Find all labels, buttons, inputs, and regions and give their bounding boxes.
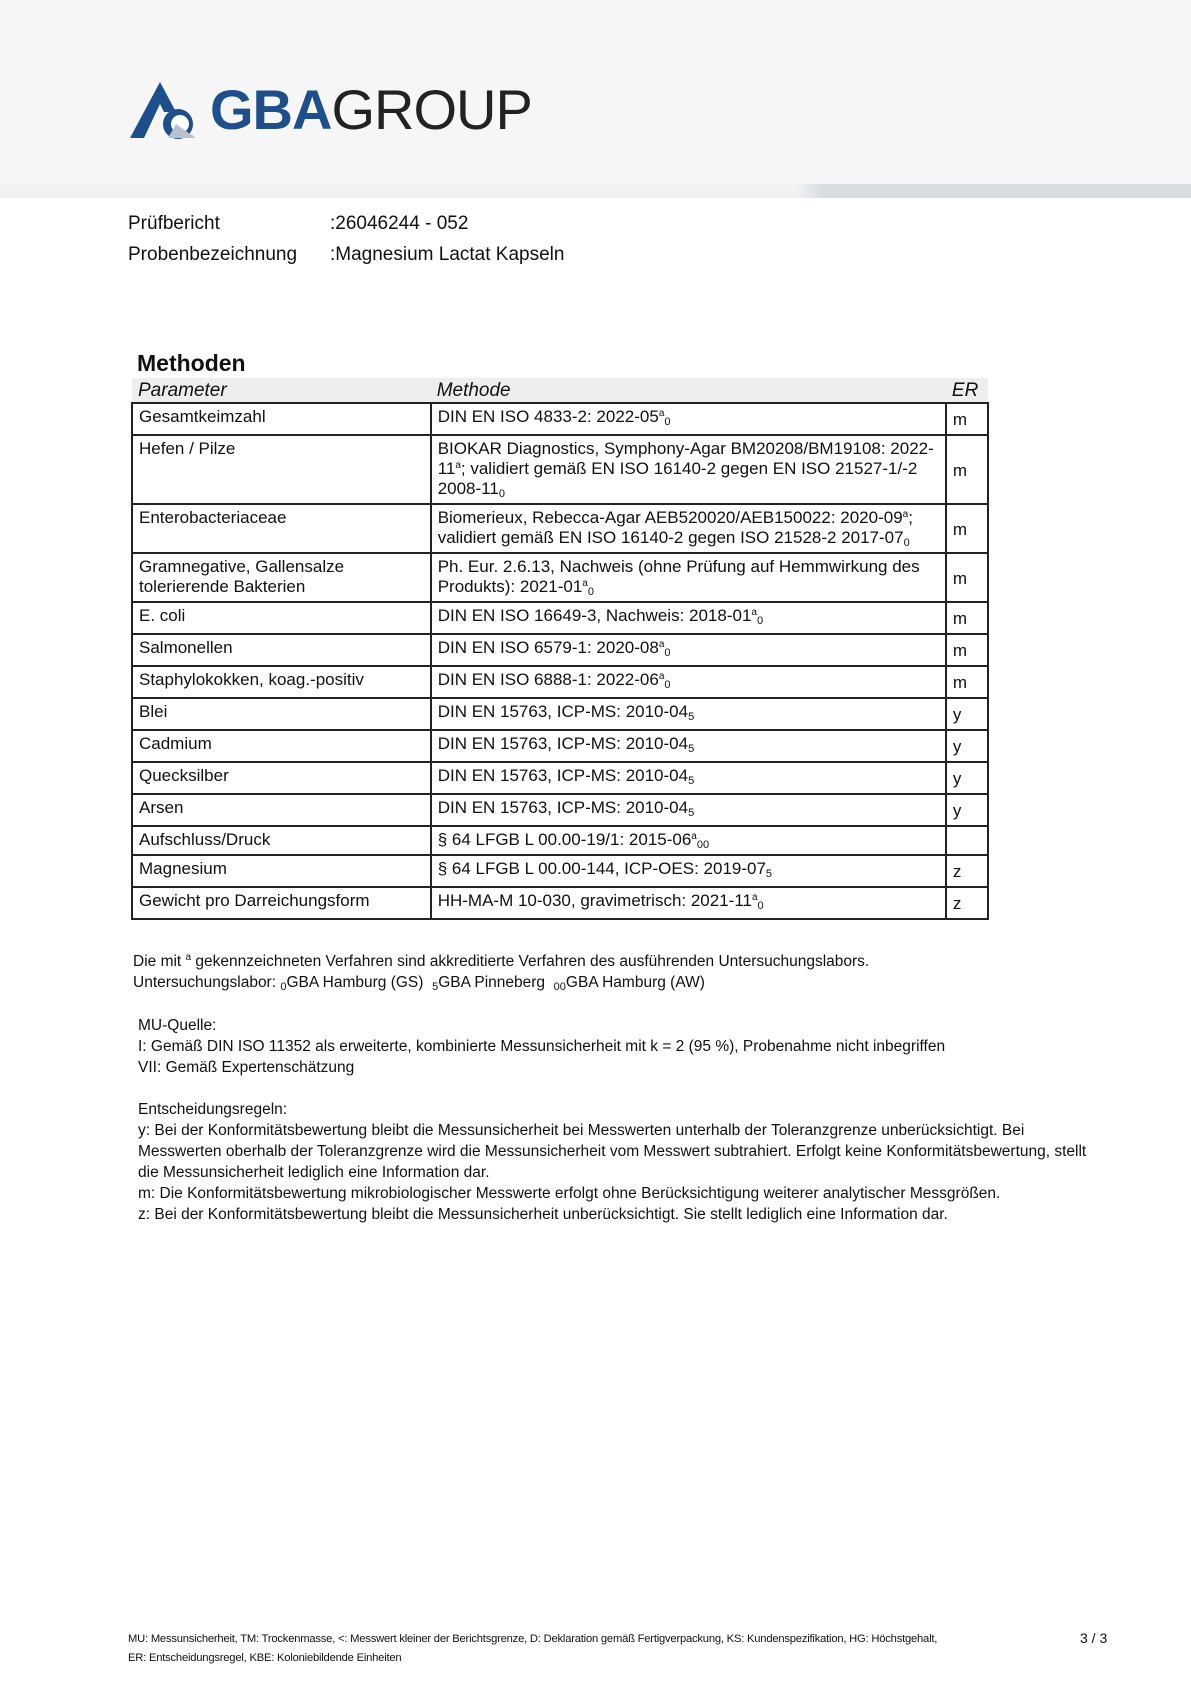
parameter-cell: Cadmium	[132, 730, 431, 762]
methods-table-row	[132, 855, 988, 887]
methods-table-row	[132, 762, 988, 794]
er-cell: m	[946, 634, 988, 666]
method-cell	[431, 887, 946, 919]
method-cell	[431, 666, 946, 698]
methods-table-row	[132, 794, 988, 826]
method-text: DIN EN 15763, ICP-MS: 2010-04	[437, 734, 689, 753]
mu-source	[138, 1015, 1098, 1078]
lab-line	[133, 972, 1083, 993]
lab-name: GBA Hamburg (AW)	[565, 974, 705, 991]
accreditation-marker: a	[691, 831, 697, 842]
methods-table-row	[132, 403, 988, 435]
lab-code: 0	[756, 615, 764, 627]
gba-group-logo	[130, 70, 532, 150]
lab-code: 0	[587, 586, 594, 598]
methods-table-row	[132, 553, 988, 602]
parameter-cell: Gramnegative, Gallensalze tolerierende Bakterien	[132, 553, 431, 602]
methods-table-header	[132, 378, 988, 403]
method-text: Biomerieux, Rebecca-Agar AEB520020/AEB150022: 2020-09	[437, 508, 903, 527]
gba-logo-mark-icon	[130, 80, 202, 140]
method-cell	[431, 435, 946, 504]
parameter-cell: Gewicht pro Darreichungsform	[132, 887, 431, 919]
logo-wordmark-group: GROUP	[331, 78, 532, 141]
method-text: DIN EN 15763, ICP-MS: 2010-04	[437, 702, 689, 721]
parameter-cell: E. coli	[132, 602, 431, 634]
lab-code: 5	[765, 868, 773, 880]
er-cell: z	[946, 855, 988, 887]
methods-title: Methoden	[137, 350, 246, 376]
mu-source-title: MU-Quelle:	[138, 1017, 217, 1034]
methods-table-row	[132, 504, 988, 553]
decision-rules	[138, 1099, 1098, 1225]
sample-name-value: :Magnesium Lactat Kapseln	[330, 243, 565, 265]
er-cell: m	[946, 553, 988, 602]
sample-name-row	[128, 239, 564, 270]
er-cell: m	[946, 666, 988, 698]
lab-name: GBA Pinneberg	[438, 974, 546, 991]
header-method: Methode	[431, 378, 946, 403]
lab-code: 00	[553, 981, 566, 993]
method-cell	[431, 504, 946, 553]
method-text: § 64 LFGB L 00.00-144, ICP-OES: 2019-07	[437, 859, 766, 878]
header-stripe	[0, 184, 1191, 198]
method-text: DIN EN 15763, ICP-MS: 2010-04	[437, 766, 689, 785]
method-text: DIN EN ISO 6579-1: 2020-08	[437, 638, 659, 657]
er-cell: y	[946, 794, 988, 826]
parameter-cell: Magnesium	[132, 855, 431, 887]
lab-code: 00	[696, 839, 710, 851]
lab-code: 5	[688, 743, 695, 755]
logo-wordmark-gba: GBA	[210, 78, 332, 141]
method-cell	[431, 730, 946, 762]
method-cell	[431, 634, 946, 666]
lab-code: 0	[664, 679, 671, 691]
page-number: 3 / 3	[1080, 1630, 1108, 1646]
report-number-row	[128, 208, 564, 239]
methods-table-row	[132, 826, 988, 855]
lab-code: 0	[664, 647, 671, 659]
er-cell: m	[946, 435, 988, 504]
parameter-cell: Salmonellen	[132, 634, 431, 666]
methods-table-row	[132, 435, 988, 504]
accreditation-marker: a	[185, 952, 192, 963]
methods-table-row	[132, 634, 988, 666]
er-cell: m	[946, 403, 988, 435]
accreditation-marker: a	[658, 408, 665, 419]
accreditation-text-pre: Die mit	[133, 953, 186, 970]
method-cell	[431, 403, 946, 435]
report-meta	[128, 208, 564, 270]
er-cell: m	[946, 504, 988, 553]
accreditation-marker: a	[658, 671, 665, 682]
decision-rule-z: z: Bei der Konformitätsbewertung bleibt die Messunsicherheit unberücksichtigt. Sie stellt lediglich eine Information dar.	[138, 1206, 948, 1223]
lab-label: Untersuchungslabor:	[133, 974, 281, 991]
er-cell: y	[946, 762, 988, 794]
accreditation-marker: a	[902, 509, 909, 520]
mu-source-line: VII: Gemäß Expertenschätzung	[138, 1059, 355, 1076]
method-text-rest: ; validiert gemäß EN ISO 16140-2 gegen EN ISO 21527-1/-2 2008-11	[437, 459, 918, 498]
method-text: Ph. Eur. 2.6.13, Nachweis (ohne Prüfung auf Hemmwirkung des Produkts): 2021-01	[437, 557, 920, 596]
methods-table-row	[132, 666, 988, 698]
lab-code: 0	[664, 416, 671, 428]
lab-code: 5	[688, 711, 695, 723]
lab-name: GBA Hamburg (GS)	[286, 974, 424, 991]
method-cell	[431, 698, 946, 730]
mu-source-line: I: Gemäß DIN ISO 11352 als erweiterte, kombinierte Messunsicherheit mit k = 2 (95 %), Probenahme nicht inbegriffen	[138, 1038, 946, 1055]
er-cell: z	[946, 887, 988, 919]
lab-code: 0	[903, 537, 910, 549]
parameter-cell: Enterobacteriaceae	[132, 504, 431, 553]
lab-code: 5	[688, 775, 695, 787]
header-parameter: Parameter	[132, 378, 431, 403]
method-text-rest: ; validiert gemäß EN ISO 16140-2 gegen ISO 21528-2 2017-07	[437, 508, 913, 547]
method-text: DIN EN 15763, ICP-MS: 2010-04	[437, 798, 689, 817]
accreditation-text-post: gekennzeichneten Verfahren sind akkreditierte Verfahren des ausführenden Untersuchungslabors.	[191, 953, 870, 970]
parameter-cell: Hefen / Pilze	[132, 435, 431, 504]
methods-table-body	[132, 403, 988, 919]
methods-table	[131, 378, 989, 920]
footer-line: MU: Messunsicherheit, TM: Trockenmasse, <: Messwert kleiner der Berichtsgrenze, D: Deklaration gemäß Fertigverpackung, KS: Kundenspezifikation, HG: Höchstgehalt,	[128, 1633, 938, 1645]
accreditation-marker: a	[751, 607, 757, 618]
logo-wordmark	[210, 78, 532, 141]
decision-rule-y: y: Bei der Konformitätsbewertung bleibt die Messunsicherheit bei Messwerten unterhalb der Toleranzgrenze unberücksichtigt. Bei Messwerten oberhalb der Toleranzgrenze wird die Messunsicherheit vom Messwert subtrahiert. Erfolgt keine Konformitätsbewertung, stellt die Messunsicherheit lediglich eine Information dar.	[138, 1122, 1087, 1181]
accreditation-marker: a	[658, 639, 665, 650]
accreditation-marker: a	[582, 578, 588, 589]
decision-rule-m: m: Die Konformitätsbewertung mikrobiologischer Messwerte erfolgt ohne Berücksichtigung weiterer analytischer Messgrößen.	[138, 1185, 1001, 1202]
er-cell: y	[946, 730, 988, 762]
er-cell: y	[946, 698, 988, 730]
accreditation-line	[133, 951, 1083, 972]
method-cell	[431, 553, 946, 602]
parameter-cell: Gesamtkeimzahl	[132, 403, 431, 435]
parameter-cell: Staphylokokken, koag.-positiv	[132, 666, 431, 698]
report-number-label: Prüfbericht	[128, 212, 220, 234]
lab-code: 0	[757, 900, 764, 912]
methods-table-row	[132, 887, 988, 919]
er-cell: m	[946, 602, 988, 634]
methods-table-row	[132, 730, 988, 762]
method-text: DIN EN ISO 6888-1: 2022-06	[437, 670, 659, 689]
accreditation-note	[133, 951, 1083, 993]
parameter-cell: Quecksilber	[132, 762, 431, 794]
method-text: BIOKAR Diagnostics, Symphony-Agar BM20208/BM19108: 2022-11	[437, 439, 934, 478]
method-cell	[431, 855, 946, 887]
method-text: DIN EN ISO 16649-3, Nachweis: 2018-01	[437, 606, 752, 625]
method-cell	[431, 794, 946, 826]
method-text: DIN EN ISO 4833-2: 2022-05	[437, 407, 659, 426]
header-er: ER	[946, 378, 988, 403]
accreditation-marker: a	[455, 460, 461, 471]
method-cell	[431, 602, 946, 634]
lab-code: 0	[280, 981, 287, 993]
method-cell	[431, 826, 946, 855]
methods-table-row	[132, 698, 988, 730]
report-number-value: :26046244 - 052	[330, 212, 469, 234]
accreditation-marker: a	[751, 892, 758, 903]
footer-legend	[128, 1630, 1008, 1668]
methods-table-row	[132, 602, 988, 634]
parameter-cell: Blei	[132, 698, 431, 730]
footer-line: ER: Entscheidungsregel, KBE: Koloniebildende Einheiten	[128, 1652, 402, 1664]
method-text: HH-MA-M 10-030, gravimetrisch: 2021-11	[437, 891, 752, 910]
sample-name-label: Probenbezeichnung	[128, 243, 298, 265]
er-cell	[946, 826, 988, 855]
lab-code: 0	[498, 488, 505, 500]
method-text: § 64 LFGB L 00.00-19/1: 2015-06	[437, 830, 692, 849]
lab-code: 5	[432, 981, 439, 993]
decision-rules-title: Entscheidungsregeln:	[138, 1101, 288, 1118]
parameter-cell: Arsen	[132, 794, 431, 826]
lab-code: 5	[688, 807, 695, 819]
parameter-cell: Aufschluss/Druck	[132, 826, 431, 855]
method-cell	[431, 762, 946, 794]
